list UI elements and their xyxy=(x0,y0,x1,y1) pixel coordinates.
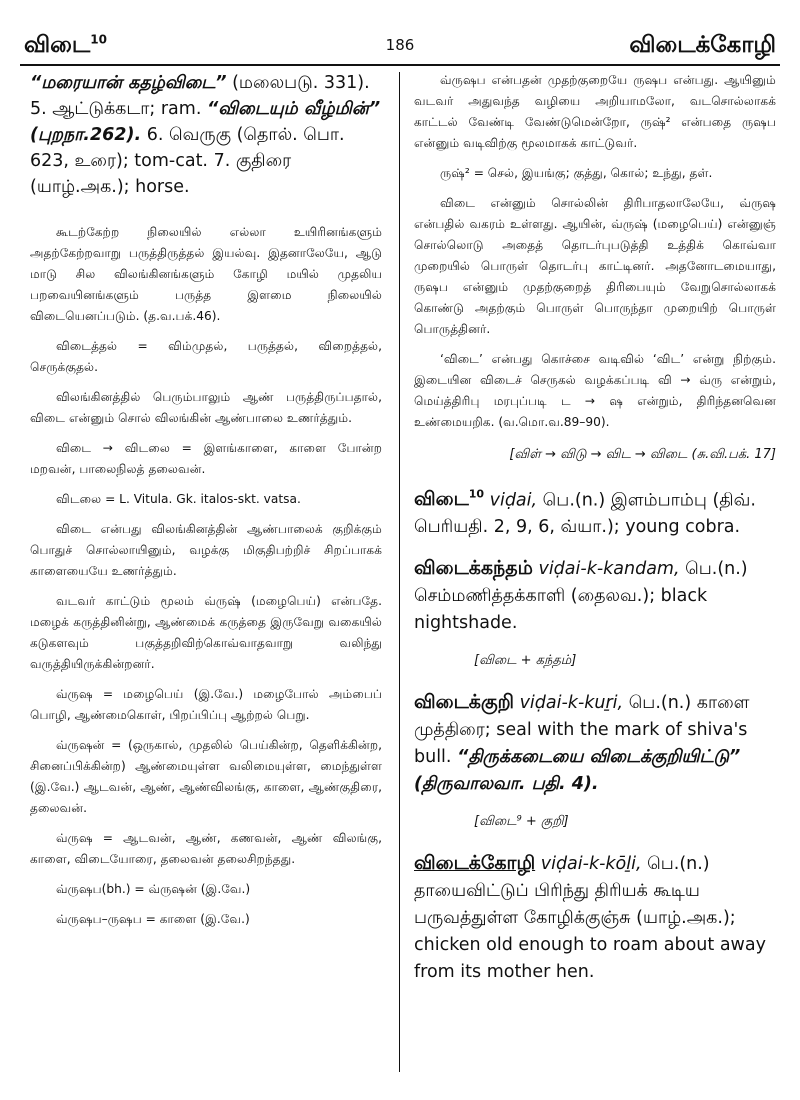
paragraph: ‘விடை’ என்பது கொச்சை வடிவில் ‘விட’ என்று நிற்கும். இடையின விடைச் செருகல் வழக்கப்படி வி → வ்ரு என்றும், மெய்த்திரிபு மரபுப்படி ட → ஷ என்றும், திரிந்தனவென உண்மையறிக. (வ.மொ.வ.89–90). xyxy=(414,352,776,429)
paragraph: கூடற்கேற்ற நிலையில் எல்லா உயிரினங்களும் அதற்கேற்றவாறு பருத்திருத்தல் இயல்வு. இதனாலேயே, ஆடு மாடு சில விலங்கினங்களும் கோழி மயில் முதலிய பறவையினங்களும் பருத்த இளமை நிலையில் விடையெனப்படும். (த.வ.பக்.46). xyxy=(30,225,382,323)
dictionary-entry: விடைக்கோழி viḍai-k-kōḻi, பெ.(n.) தாயைவிட்டுப் பிரிந்து திரியக் கூடிய பருவத்துள்ள கோழிக்குஞ்சு (யாழ்.அக.); chicken old enough to roam about away from its mother hen. xyxy=(414,852,766,983)
dictionary-entry: விடைக்குறி viḍai-k-kuṟi, பெ.(n.) காளை முத்திரை; seal with the mark of shiva's bull. “திருக்கடையை விடைக்குறியிட்டு” (திருவாலவா. பதி. 4). xyxy=(414,691,750,795)
left-column xyxy=(30,70,382,939)
paragraph: விலங்கினத்தில் பெரும்பாலும் ஆண் பருத்திருப்பதால், விடை என்னும் சொல் விலங்கின் ஆண்பாலை உணர்த்தும். xyxy=(30,390,382,425)
paragraph: விடை → விடலை = இளங்காளை, காளை போன்ற மறவன், பாலைநிலத் தலைவன். xyxy=(30,441,382,476)
etymology-source: [விள் → விடு → விட → விடை (சு.வி.பக். 17] xyxy=(509,447,776,462)
paragraph: வ்ருஷ = ஆடவன், ஆண், கணவன், ஆண் விலங்கு, காளை, விடையோரை, தலைவன் தலைசிறந்தது. xyxy=(30,831,382,866)
paragraph: ருஷ்² = செல், இயங்கு; குத்து, கொல்; உந்து, தள். xyxy=(440,166,713,180)
paragraph: விடலை = L. Vitula. Gk. italos-skt. vatsa. xyxy=(56,492,301,506)
header-rule xyxy=(20,64,780,66)
running-head-left: விடை$^{10}$ xyxy=(24,32,107,58)
column-divider xyxy=(399,72,400,1072)
paragraph: வ்ருஷப என்பதன் முதற்குறையே ருஷப என்பது. ஆயினும் வடவர் அதுவந்த வழியை அறியாமலோ, வடசொல்லாகக் காட்டல் வேண்டி வேண்டுமென்றோ, ருஷ்² என்பதை ருஷப என்னும் வடிவிற்கு மூலமாகக் காட்டுவர். xyxy=(414,73,776,150)
dictionary-entry: விடை$^{10}$ viḍai, பெ.(n.) இளம்பாம்பு (திவ். பெரியதி. 2, 9, 6, வ்யா.); young cobra. xyxy=(414,488,756,538)
dictionary-entry: விடைக்கந்தம் viḍai-k-kandam, பெ.(n.) செம்மணித்தக்காளி (தைலவ.); black nightshade. xyxy=(414,557,748,634)
page-number: 186 xyxy=(385,36,415,54)
running-head-right: விடைக்கோழி xyxy=(629,32,776,58)
etymology-source: [விடை + கந்தம்] xyxy=(474,653,577,669)
paragraph: விடை என்பது விலங்கினத்தின் ஆண்பாலைக் குறிக்கும் பொதுச் சொல்லாயினும், வழக்கு மிகுதிபற்றிச் சிறப்பாகக் காளையையே உணர்த்தும். xyxy=(30,522,382,578)
paragraph: வ்ருஷப(bh.) = வ்ருஷன் (இ.வே.) xyxy=(56,882,251,896)
paragraph: விடைத்தல் = விம்முதல், பருத்தல், விறைத்தல், செருக்குதல். xyxy=(30,339,382,374)
right-column xyxy=(414,70,776,1000)
etymology-source: [விடை⁹ + குறி] xyxy=(474,814,569,830)
paragraph: வ்ருஷ = மழைபெய் (இ.வே.) மழைபோல் அம்பைப் பொழி, ஆண்மைகொள், பிறப்பிப்பு ஆற்றல் பெறு. xyxy=(30,687,382,722)
entry-continuation: “மரையான் கதழ்விடை” (மலைபடு. 331). 5. ஆட்டுக்கடா; ram. “விடையும் வீழ்மின்” (புறநா.262). 6. வெருகு (தொல். பொ. 623, உரை); tom-cat. 7. குதிரை (யாழ்.அக.); horse. xyxy=(30,73,381,197)
paragraph: வடவர் காட்டும் மூலம் வ்ருஷ் (மழைபெய்) என்பதே. மழைக் கருத்தினின்று, ஆண்மைக் கருத்தை இருவேறு வகையில் கடுகளவும் பகுத்தறிவிற்கொவ்வாதவாறு வலிந்து வருத்தியிருக்கின்றனர். xyxy=(30,594,382,671)
paragraph: விடை என்னும் சொல்லின் திரிபாதலாலேயே, வ்ருஷ என்பதில் வகரம் உள்ளது. ஆயின், வ்ருஷ் (மழைபெய்) என்னுஞ் சொல்லொடு அதைத் தொடர்புபடுத்தி உத்திக் கொவ்வா முறையில் பொருள் தொடர்பு காட்டினர். அதனோடமையாது, ருஷப என்னும் முதற்குறைத் திரிபையும் வேறுசொல்லாகக் கொண்டு அதற்கும் பொருள் பொருந்தா முறையிற் பொருள் பொருத்தினர். xyxy=(414,196,776,336)
paragraph: வ்ருஷப–ருஷப = காளை (இ.வே.) xyxy=(56,912,250,926)
superscript: 10 xyxy=(90,32,107,47)
paragraph: வ்ருஷன் = (ஒருகால், முதலில் பெய்கின்ற, தெளிக்கின்ற, சினைப்பிக்கின்ற) ஆண்மையுள்ள வலிமையுள்ள, மைந்துள்ள (இ.வே.) ஆடவன், ஆண், ஆண்விலங்கு, காளை, ஆண்குதிரை, தலைவன். xyxy=(30,738,382,815)
